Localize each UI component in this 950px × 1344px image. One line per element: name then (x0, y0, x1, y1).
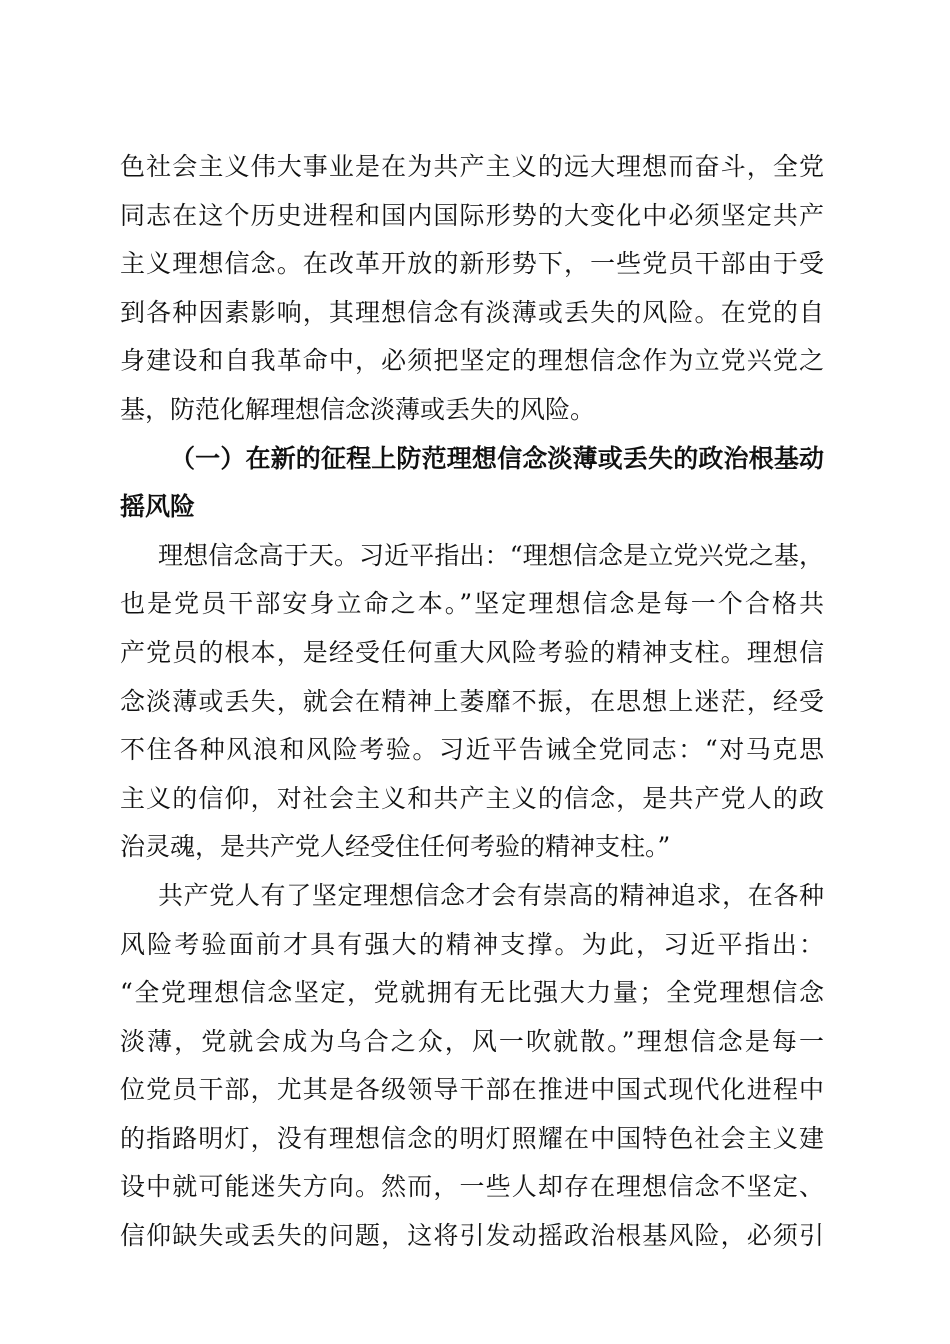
text-line: 色社会主义伟大事业是在为共产主义的远大理想而奋斗，全党 (120, 152, 824, 181)
paragraph-1 (120, 143, 824, 435)
text-line: 到各种因素影响，其理想信念有淡薄或丢失的风险。在党的自 (120, 297, 824, 327)
text-line: “全党理想信念坚定，党就拥有无比强大力量；全党理想信念 (120, 978, 824, 1008)
text-line: 风险考验面前才具有强大的精神支撑。为此，习近平指出： (120, 929, 824, 959)
paragraph-3 (120, 872, 824, 1261)
text-line: 念淡薄或丢失，就会在精神上萎靡不振，在思想上迷茫，经受 (120, 686, 824, 716)
section-heading (120, 435, 824, 532)
heading-line: （一）在新的征程上防范理想信念淡薄或丢失的政治根基动 (170, 443, 824, 473)
text-line: 基，防范化解理想信念淡薄或丢失的风险。 (120, 394, 596, 424)
text-line: 主义理想信念。在改革开放的新形势下，一些党员干部由于受 (120, 249, 824, 279)
text-line: 的指路明灯，没有理想信念的明灯照耀在中国特色社会主义建 (120, 1123, 824, 1153)
text-line: 信仰缺失或丢失的问题，这将引发动摇政治根基风险，必须引 (120, 1221, 824, 1251)
text-line: 不住各种风浪和风险考验。习近平告诫全党同志：“对马克思 (120, 735, 824, 765)
heading-line: 摇风险 (120, 492, 196, 522)
text-line: 位党员干部，尤其是各级领导干部在推进中国式现代化进程中 (120, 1075, 824, 1105)
text-line: 治灵魂，是共产党人经受住任何考验的精神支柱。” (120, 832, 671, 862)
text-line: 理想信念高于天。习近平指出：“理想信念是立党兴党之基， (158, 540, 824, 570)
text-line: 产党员的根本，是经受任何重大风险考验的精神支柱。理想信 (120, 637, 824, 667)
text-line: 淡薄，党就会成为乌合之众，风一吹就散。”理想信念是每一 (120, 1026, 824, 1056)
text-line: 也是党员干部安身立命之本。”坚定理想信念是每一个合格共 (120, 589, 824, 619)
text-line: 主义的信仰，对社会主义和共产主义的信念，是共产党人的政 (120, 783, 824, 813)
paragraph-2 (120, 532, 824, 872)
text-line: 共产党人有了坚定理想信念才会有崇高的精神追求，在各种 (158, 880, 824, 910)
text-line: 同志在这个历史进程和国内国际形势的大变化中必须坚定共产 (120, 200, 824, 230)
text-line: 身建设和自我革命中，必须把坚定的理想信念作为立党兴党之 (120, 346, 824, 376)
text-line: 设中就可能迷失方向。然而，一些人却存在理想信念不坚定、 (120, 1172, 824, 1202)
document-body (120, 143, 824, 1261)
